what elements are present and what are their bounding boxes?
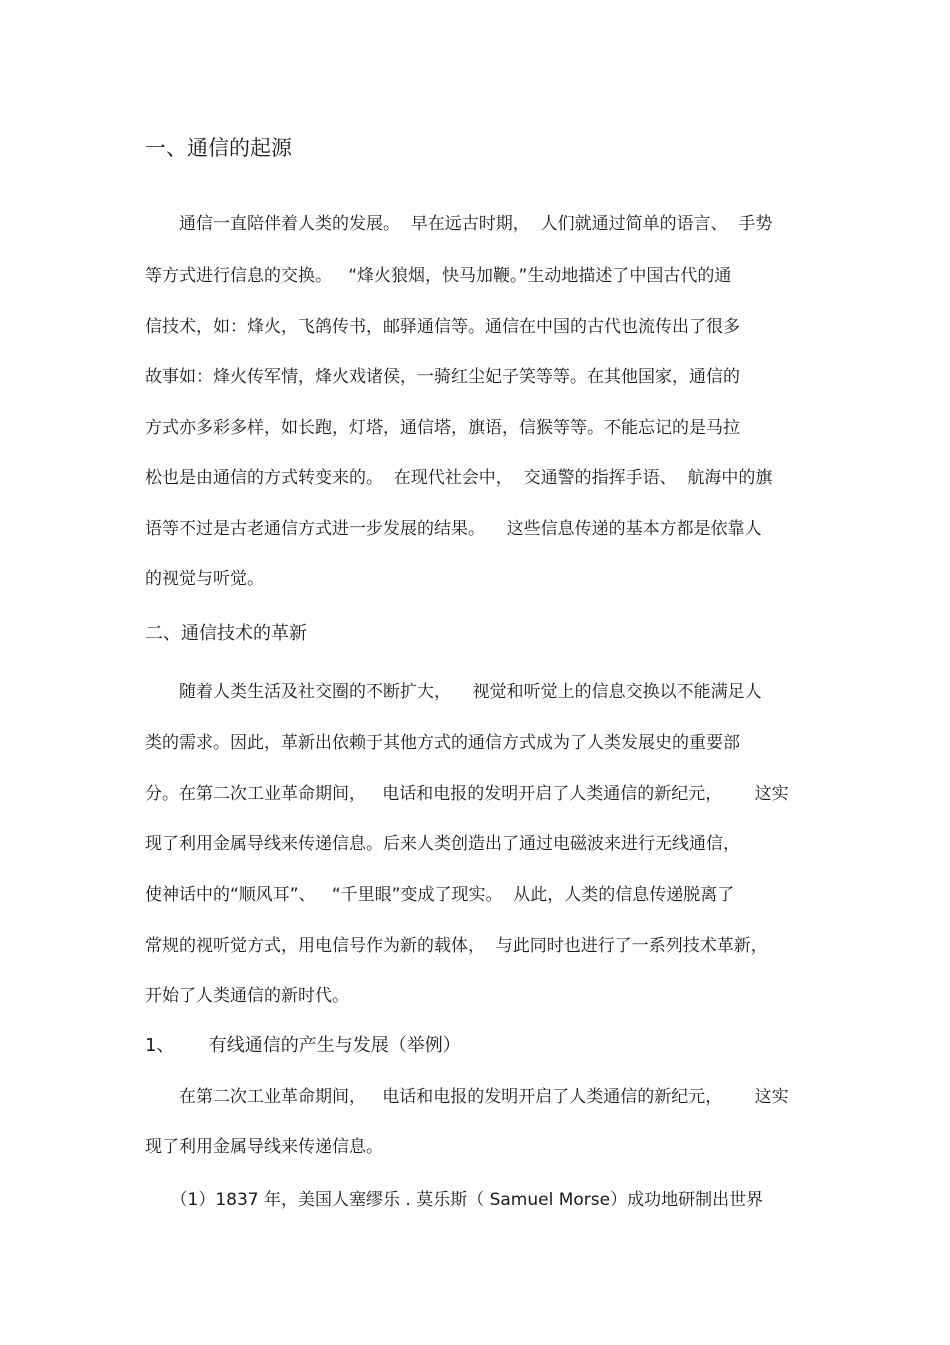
paragraph-line: 在第二次工业革命期间， 电话和电报的发明开启了人类通信的新纪元， 这实	[145, 1087, 789, 1107]
paragraph-line: 信技术，如：烽火，飞鸽传书，邮驿通信等。通信在中国的古代也流传出了很多	[145, 317, 740, 337]
paragraph-line: 松也是由通信的方式转变来的。 在现代社会中， 交通警的指挥手语、 航海中的旗	[145, 468, 773, 488]
paragraph-line: 的视觉与听觉。	[145, 569, 264, 589]
paragraph-line: 分。在第二次工业革命期间， 电话和电报的发明开启了人类通信的新纪元， 这实	[145, 784, 789, 804]
paragraph-line: 现了利用金属导线来传递信息。后来人类创造出了通过电磁波来进行无线通信，	[145, 834, 740, 854]
paragraph-line: 开始了人类通信的新时代。	[145, 986, 349, 1006]
list-item-1837: （1）1837 年，美国人塞缪乐 . 莫乐斯（ Samuel Morse）成功地研制出世界	[145, 1190, 764, 1210]
paragraph-line: 故事如：烽火传军情，烽火戏诸侯，一骑红尘妃子笑等等。在其他国家，通信的	[145, 367, 740, 387]
paragraph-line: 通信一直陪伴着人类的发展。 早在远古时期， 人们就通过简单的语言、 手势	[145, 214, 773, 234]
paragraph-line: 语等不过是古老通信方式进一步发展的结果。 这些信息传递的基本方都是依靠人	[145, 519, 762, 539]
section-heading-origin: 一、通信的起源	[145, 136, 292, 160]
paragraph-line: 随着人类生活及社交圈的不断扩大， 视觉和听觉上的信息交换以不能满足人	[145, 682, 762, 702]
paragraph-line: 类的需求。因此，革新出依赖于其他方式的通信方式成为了人类发展史的重要部	[145, 733, 740, 753]
paragraph-line: 方式亦多彩多样，如长跑，灯塔，通信塔，旗语，信猴等等。不能忘记的是马拉	[145, 418, 740, 438]
subsection-heading-wired: 1、 有线通信的产生与发展（举例）	[145, 1035, 461, 1056]
paragraph-line: 常规的视听觉方式，用电信号作为新的载体， 与此同时也进行了一系列技术革新，	[145, 936, 768, 956]
paragraph-line: 现了利用金属导线来传递信息。	[145, 1137, 383, 1157]
section-heading-innovation: 二、通信技术的革新	[145, 623, 307, 644]
paragraph-line: 等方式进行信息的交换。 “烽火狼烟，快马加鞭。”生动地描述了中国古代的通	[145, 266, 732, 286]
paragraph-line: 使神话中的“顺风耳”、 “千里眼”变成了现实。 从此，人类的信息传递脱离了	[145, 885, 735, 905]
